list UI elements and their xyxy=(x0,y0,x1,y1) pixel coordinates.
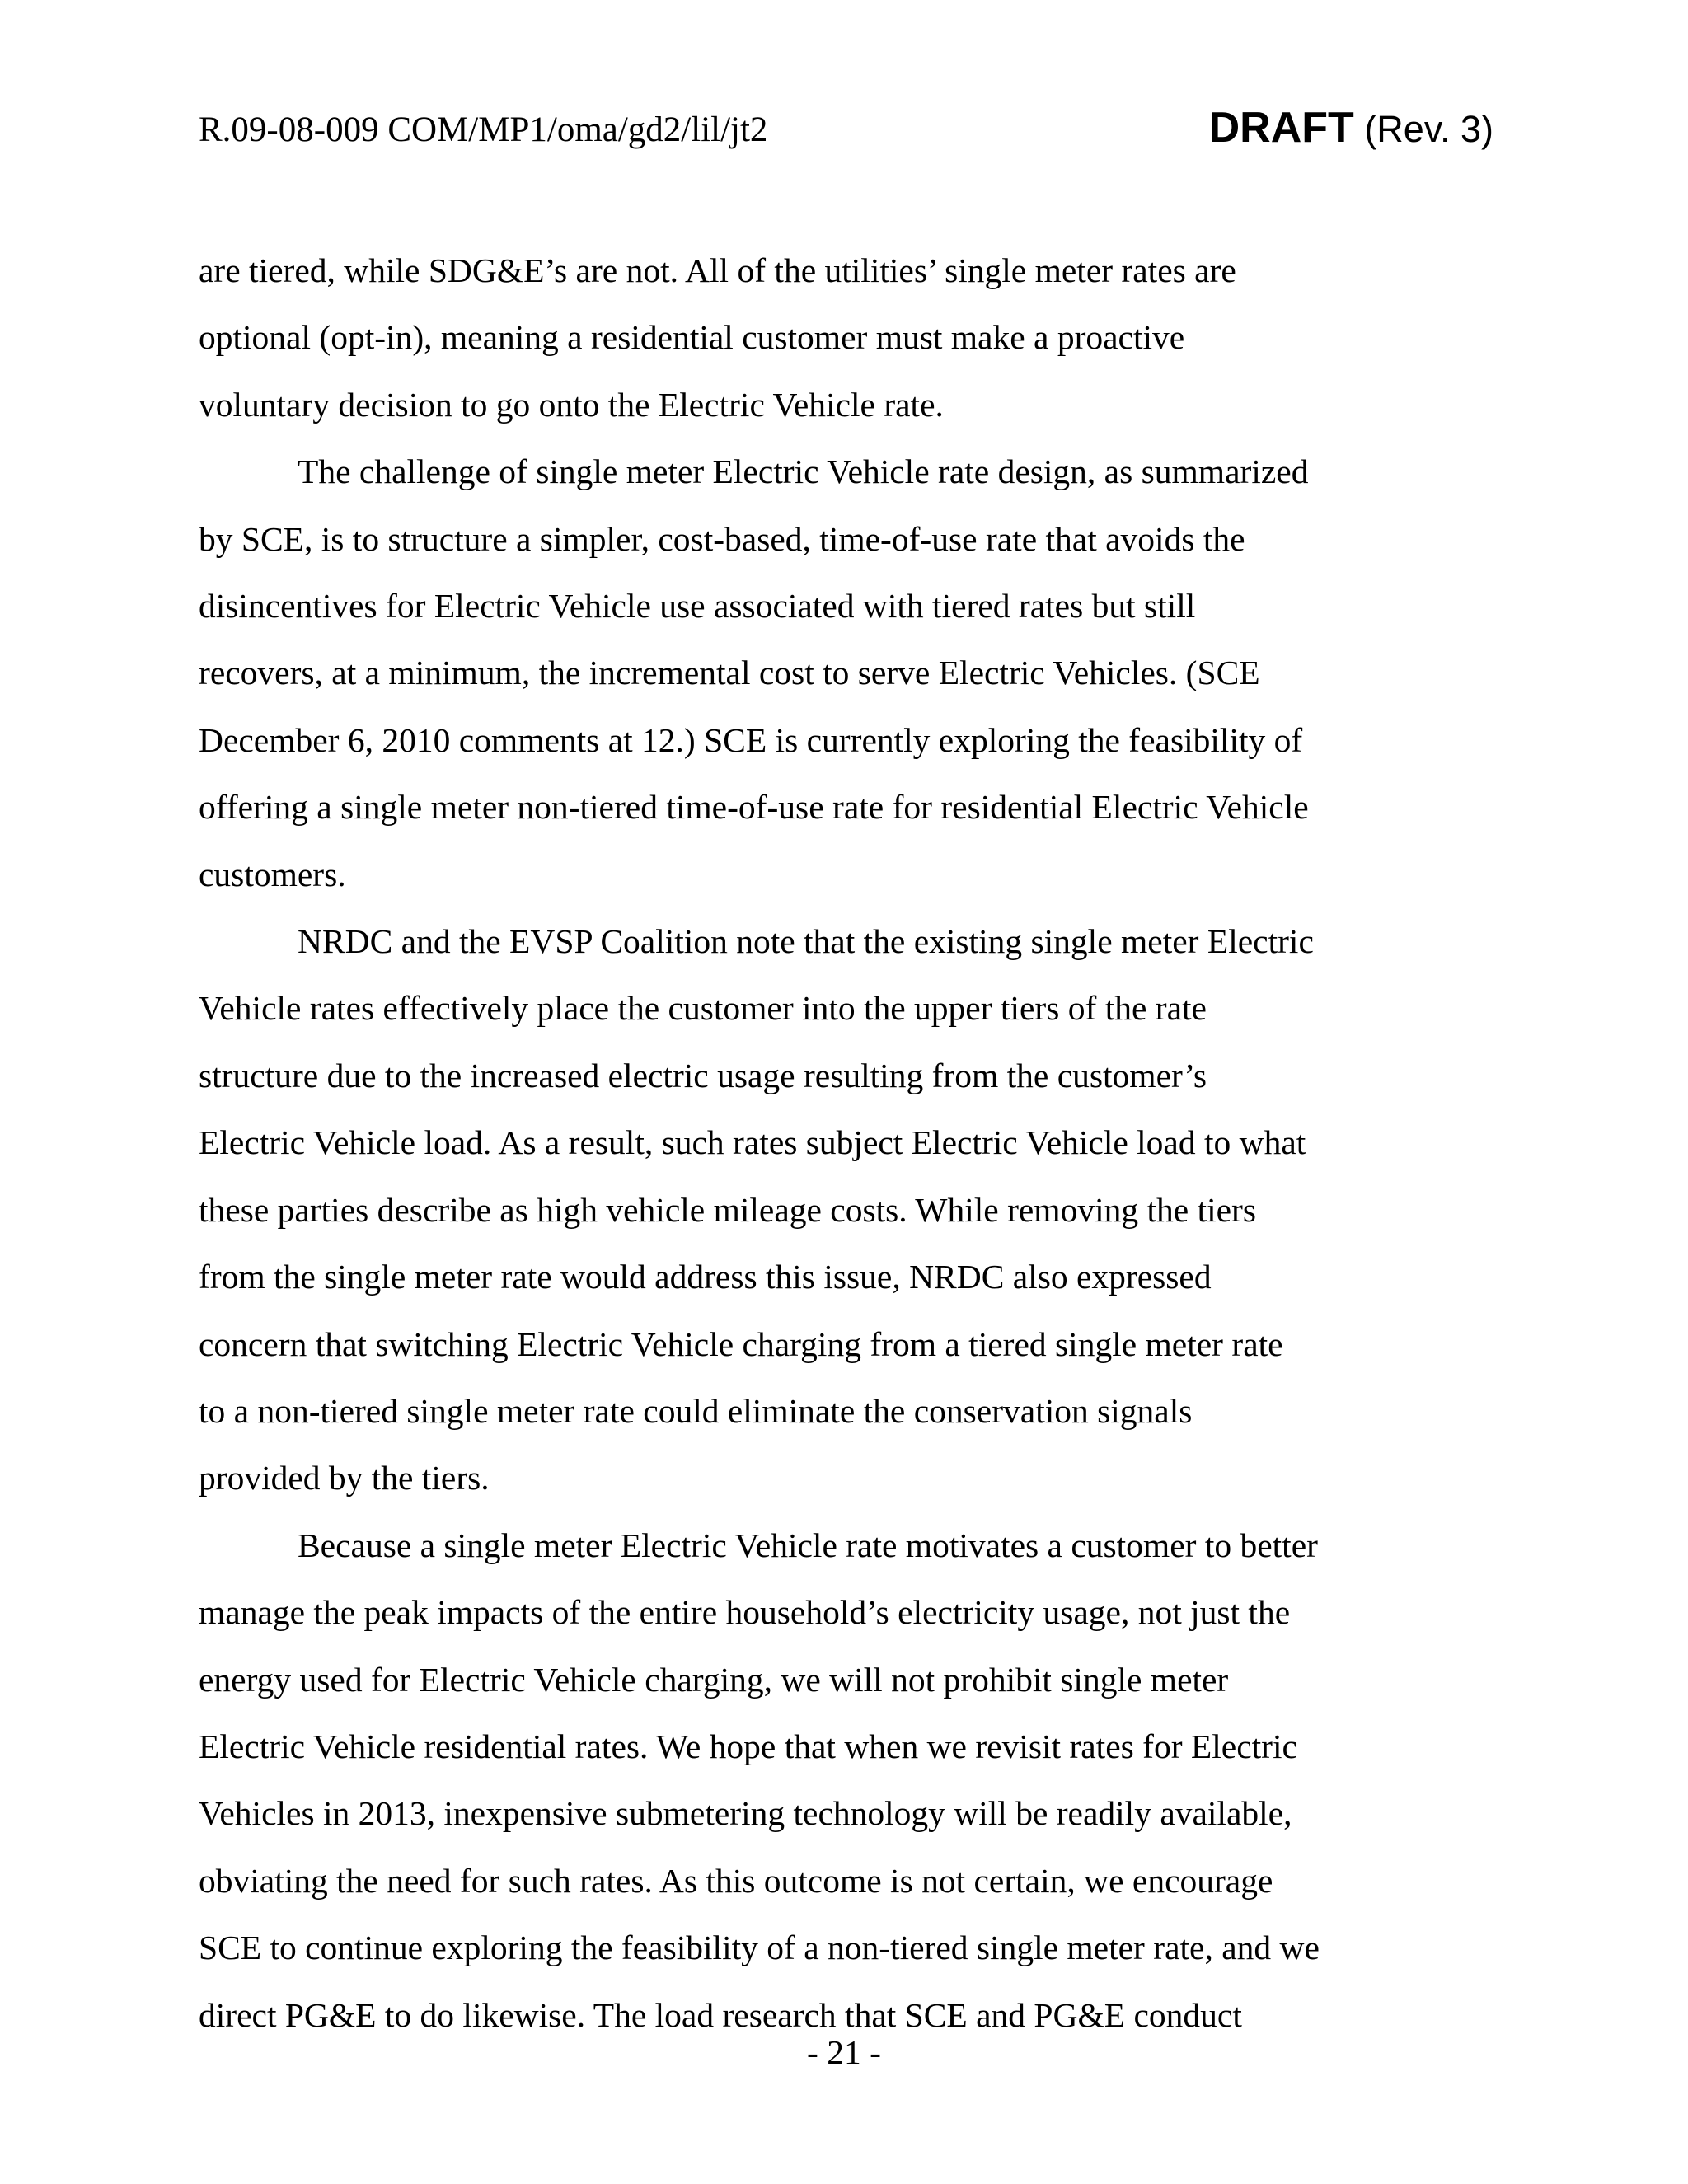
text-line: SCE to continue exploring the feasibility of a non-tiered single meter rate, and we xyxy=(199,1929,1320,1967)
text-line: disincentives for Electric Vehicle use associated with tiered rates but still xyxy=(199,587,1196,626)
text-line: these parties describe as high vehicle mileage costs. While removing the tiers xyxy=(199,1190,1257,1229)
text-line: December 6, 2010 comments at 12.) SCE is currently exploring the feasibility of xyxy=(199,720,1303,759)
paragraph-1 xyxy=(199,237,1501,438)
paragraph-2 xyxy=(199,438,1501,908)
docket-number: R.09-08-009 COM/MP1/oma/gd2/lil/jt2 xyxy=(199,110,768,149)
text-line: Electric Vehicle load. As a result, such rates subject Electric Vehicle load to what xyxy=(199,1123,1306,1162)
text-line: concern that switching Electric Vehicle charging from a tiered single meter rate xyxy=(199,1324,1283,1363)
text-line: energy used for Electric Vehicle charging, we will not prohibit single meter xyxy=(199,1660,1229,1699)
text-line: from the single meter rate would address this issue, NRDC also expressed xyxy=(199,1258,1212,1296)
text-line: recovers, at a minimum, the incremental cost to serve Electric Vehicles. (SCE xyxy=(199,654,1260,692)
text-line: optional (opt-in), meaning a residential customer must make a proactive xyxy=(199,318,1185,357)
text-line: Electric Vehicle residential rates. We hope that when we revisit rates for Electric xyxy=(199,1727,1297,1765)
text-line: offering a single meter non-tiered time-of-use rate for residential Electric Vehicle xyxy=(199,788,1309,827)
text-line: The challenge of single meter Electric Vehicle rate design, as summarized xyxy=(298,452,1309,491)
body-text xyxy=(199,237,1501,2049)
draft-label: DRAFT xyxy=(1208,104,1354,152)
draft-header xyxy=(1209,101,1493,157)
page-number: - 21 - xyxy=(807,2033,881,2071)
text-line: structure due to the increased electric usage resulting from the customer’s xyxy=(199,1056,1207,1094)
text-line: customers. xyxy=(199,855,346,893)
revision-label: (Rev. 3) xyxy=(1364,108,1493,150)
text-line: obviating the need for such rates. As this outcome is not certain, we encourage xyxy=(199,1861,1273,1900)
text-line: NRDC and the EVSP Coalition note that the existing single meter Electric xyxy=(298,922,1314,961)
text-line: manage the peak impacts of the entire household’s electricity usage, not just the xyxy=(199,1593,1291,1632)
text-line: by SCE, is to structure a simpler, cost-based, time-of-use rate that avoids the xyxy=(199,519,1245,558)
text-line: provided by the tiers. xyxy=(199,1459,490,1497)
text-line: Vehicles in 2013, inexpensive submetering technology will be readily available, xyxy=(199,1794,1292,1833)
text-line: Vehicle rates effectively place the customer into the upper tiers of the rate xyxy=(199,989,1207,1028)
text-line: Because a single meter Electric Vehicle rate motivates a customer to better xyxy=(298,1526,1318,1564)
text-line: voluntary decision to go onto the Electric Vehicle rate. xyxy=(199,385,944,424)
text-line: to a non-tiered single meter rate could eliminate the conservation signals xyxy=(199,1391,1193,1430)
paragraph-3 xyxy=(199,908,1501,1512)
paragraph-4 xyxy=(199,1512,1501,2049)
text-line: are tiered, while SDG&E’s are not. All of the utilities’ single meter rates are xyxy=(199,251,1236,289)
text-line: direct PG&E to do likewise. The load research that SCE and PG&E conduct xyxy=(199,1995,1242,2034)
